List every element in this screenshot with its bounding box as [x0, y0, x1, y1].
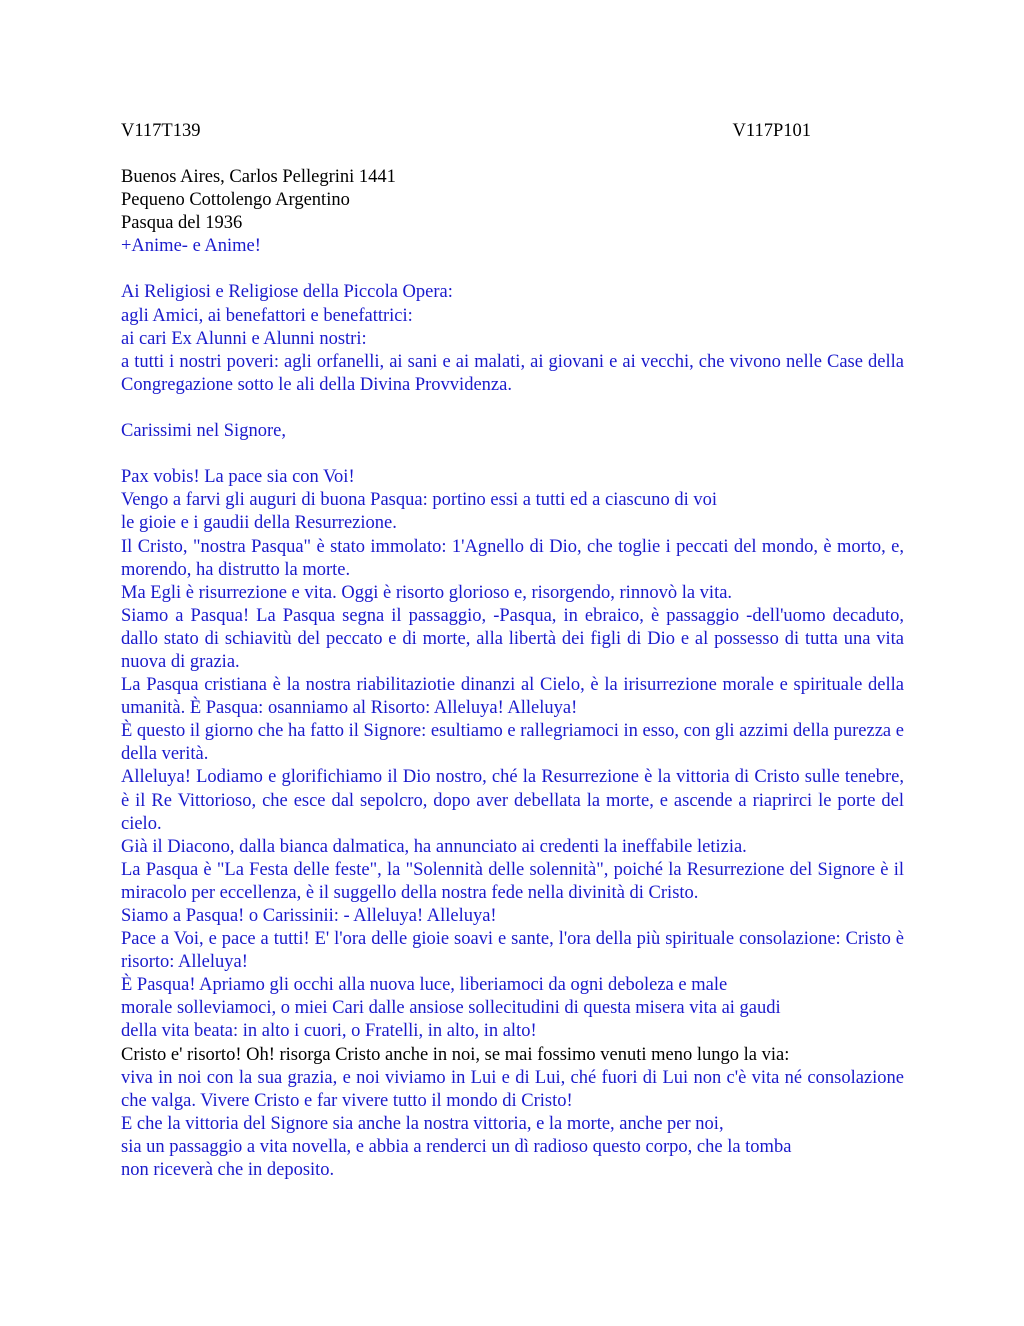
- body-paragraph: Vengo a farvi gli auguri di buona Pasqua: portino essi a tutti ed a ciascuno di voi: [121, 490, 717, 511]
- document-code-left: V117T139: [121, 121, 201, 141]
- address-line: Pasqua del 1936: [121, 213, 243, 234]
- recipient-line: ai cari Ex Alunni e Alunni nostri:: [121, 328, 367, 349]
- body-paragraph: La Pasqua è "La Festa delle feste", la "Solennità delle solennità", poiché la Resurrezione del Signore è il miracolo per eccellenza, è il suggello della nostra fede nella divinità di Cristo.: [121, 859, 904, 903]
- motto: +Anime- e Anime!: [121, 236, 261, 257]
- recipient-line: a tutti i nostri poveri: agli orfanelli, ai sani e ai malati, ai giovani e ai vecchi, che vivono nelle Case della Congregazione sotto le ali della Divina Provvidenza.: [121, 351, 904, 395]
- body-paragraph: Il Cristo, "nostra Pasqua" è stato immolato: 1'Agnello di Dio, che toglie i peccati del mondo, è morto, e, morendo, ha distrutto la morte.: [121, 536, 904, 580]
- body-paragraph: le gioie e i gaudii della Resurrezione.: [121, 513, 397, 534]
- body-paragraph: È Pasqua! Apriamo gli occhi alla nuova luce, liberiamoci da ogni deboleza e male: [121, 975, 728, 996]
- letter-body: [121, 466, 904, 1182]
- body-paragraph: viva in noi con la sua grazia, e noi viviamo in Lui e di Lui, ché fuori di Lui non c'è vita né consolazione che valga. Vivere Cristo e far vivere tutto il mondo di Cristo!: [121, 1067, 904, 1111]
- recipient-line: Ai Religiosi e Religiose della Piccola Opera:: [121, 282, 453, 303]
- letter-content: [121, 166, 904, 1182]
- body-paragraph: Cristo e' risorto! Oh! risorga Cristo anche in noi, se mai fossimo venuti meno lungo la via:: [121, 1044, 790, 1065]
- address-line: Buenos Aires, Carlos Pellegrini 1441: [121, 167, 396, 187]
- body-paragraph: Pax vobis! La pace sia con Voi!: [121, 467, 355, 488]
- document-code-right: V117P101: [732, 121, 811, 141]
- body-paragraph: Siamo a Pasqua! La Pasqua segna il passaggio, -Pasqua, in ebraico, è passaggio -dell'uomo decaduto, dallo stato di schiavitù del peccato e di morte, alla libertà dei figli di Dio e al possesso di tutta una vita nuova di grazia.: [121, 605, 904, 672]
- document-header: [121, 120, 811, 143]
- address-block: [121, 166, 904, 258]
- body-paragraph: sia un passaggio a vita novella, e abbia a renderci un dì radioso questo corpo, che la tomba: [121, 1136, 792, 1157]
- address-line: Pequeno Cottolengo Argentino: [121, 190, 350, 211]
- body-paragraph: E che la vittoria del Signore sia anche la nostra vittoria, e la morte, anche per noi,: [121, 1113, 724, 1134]
- body-paragraph: La Pasqua cristiana è la nostra riabilitaziotie dinanzi al Cielo, è la irisurrezione morale e spirituale della umanità. È Pasqua: osanniamo al Risorto: Alleluya! Alleluya!: [121, 675, 904, 719]
- body-paragraph: non riceverà che in deposito.: [121, 1160, 335, 1181]
- body-paragraph: Già il Diacono, dalla bianca dalmatica, ha annunciato ai credenti la ineffabile letizia.: [121, 836, 747, 857]
- body-paragraph: È questo il giorno che ha fatto il Signore: esultiamo e rallegriamoci in esso, con gli azzimi della purezza e della verità.: [121, 721, 904, 765]
- recipient-line: agli Amici, ai benefattori e benefattrici:: [121, 305, 413, 326]
- body-paragraph: della vita beata: in alto i cuori, o Fratelli, in alto, in alto!: [121, 1021, 537, 1042]
- body-paragraph: Alleluya! Lodiamo e glorifichiamo il Dio nostro, ché la Resurrezione è la vittoria di Cristo sulle tenebre, è il Re Vittorioso, che esce dal sepolcro, dopo aver debellata la morte, e ascende a riaprirci le porte del cielo.: [121, 767, 904, 834]
- salutation: Carissimi nel Signore,: [121, 421, 286, 442]
- body-paragraph: Siamo a Pasqua! o Carissinii: - Alleluya! Alleluya!: [121, 906, 497, 926]
- body-paragraph: Ma Egli è risurrezione e vita. Oggi è risorto glorioso e, risorgendo, rinnovò la vita.: [121, 582, 733, 603]
- body-paragraph: Pace a Voi, e pace a tutti! E' l'ora delle gioie soavi e sante, l'ora della più spirituale consolazione: Cristo è risorto: Alleluya!: [121, 929, 904, 973]
- body-paragraph: morale solleviamoci, o miei Cari dalle ansiose sollecitudini di questa misera vita ai gaudi: [121, 998, 781, 1019]
- recipients-block: [121, 281, 904, 396]
